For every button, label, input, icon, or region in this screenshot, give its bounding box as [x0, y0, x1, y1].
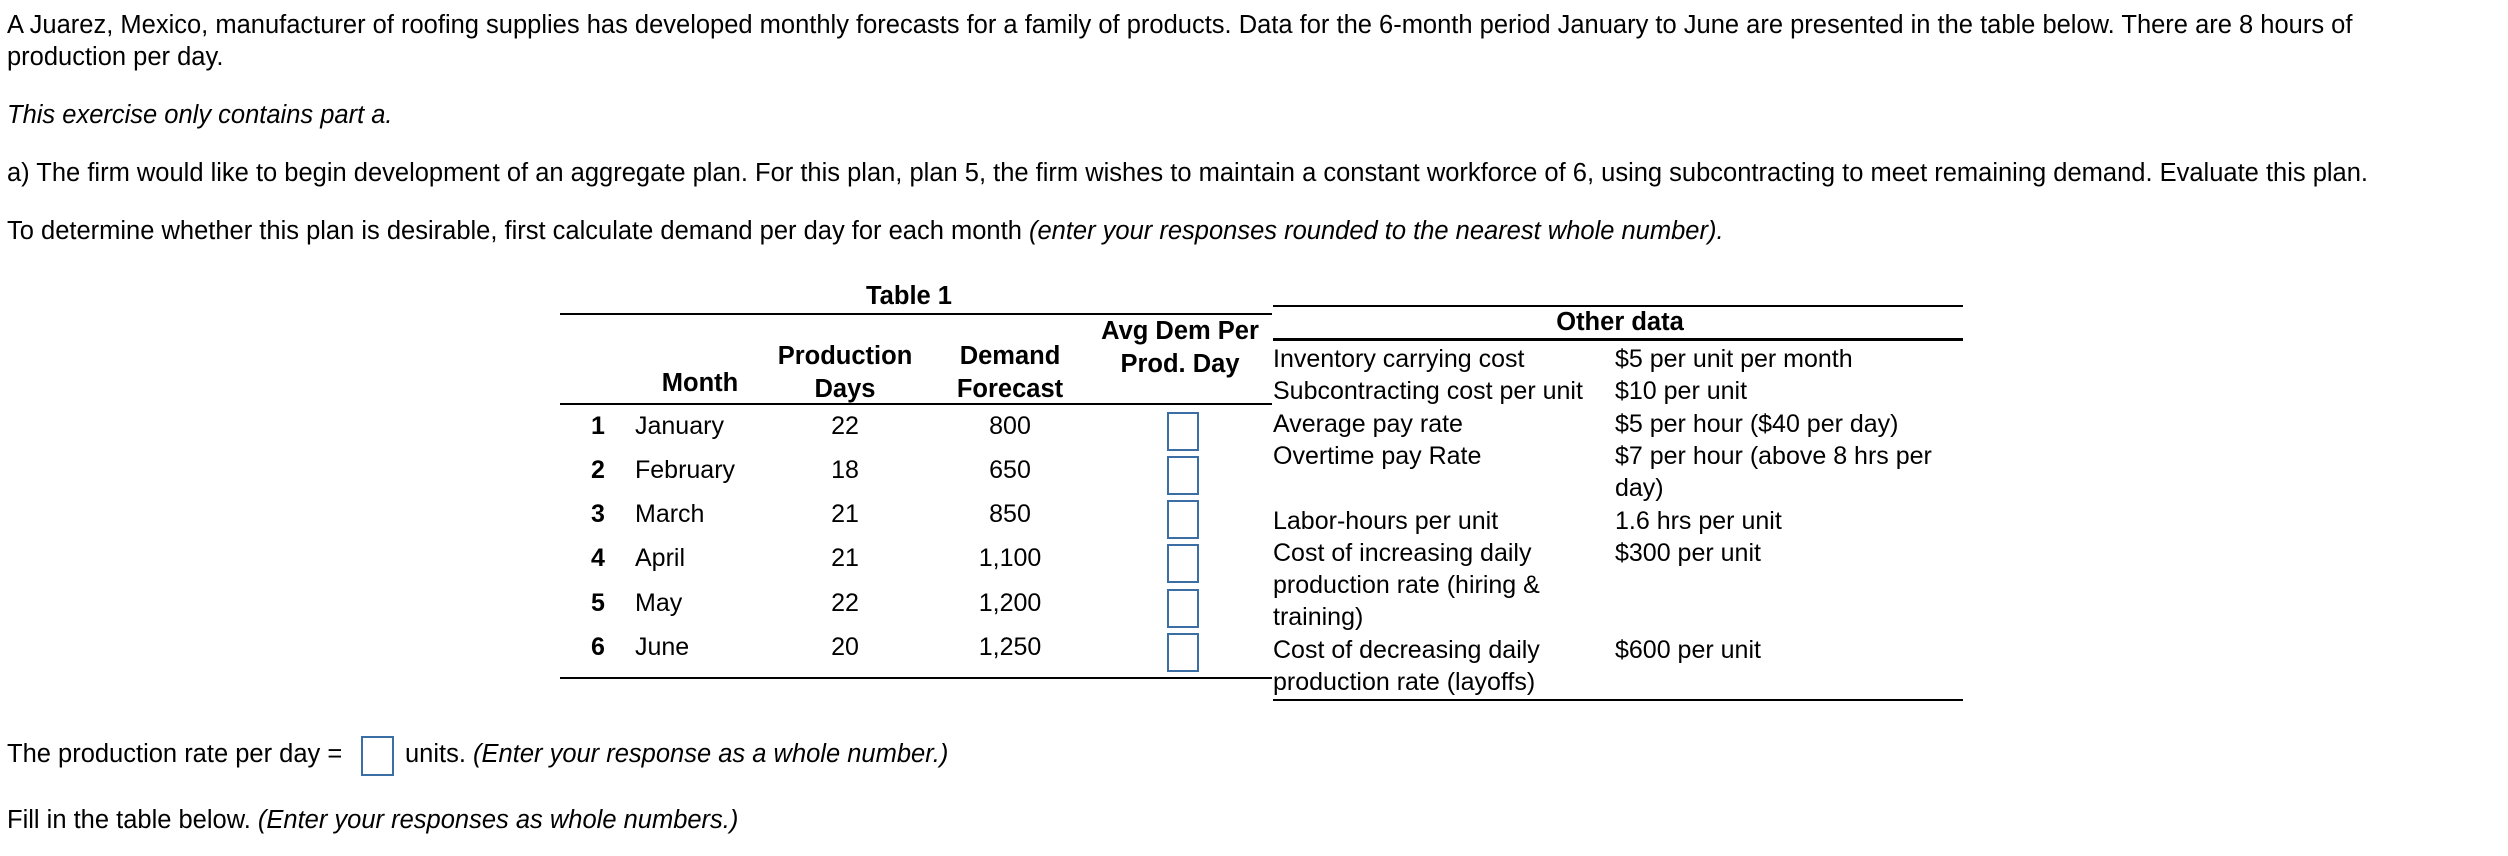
other-data-value: $5 per hour ($40 per day) [1615, 410, 1899, 438]
row-month: May [635, 589, 683, 617]
row-month: January [635, 412, 724, 440]
row-month: April [635, 544, 686, 572]
table-title: Table 1 [866, 282, 952, 310]
row-production-days: 21 [831, 544, 859, 572]
other-data-label: Cost of increasing daily production rate (hiring & training) [1273, 539, 1540, 631]
other-data-value: $5 per unit per month [1615, 345, 1853, 373]
production-rate-input[interactable] [361, 736, 394, 776]
instruction-main: To determine whether this plan is desirable, first calculate demand per day for each month [7, 217, 1022, 245]
equals-sign: = [327, 740, 343, 768]
other-data-label: Cost of decreasing daily production rate (layoffs) [1273, 636, 1540, 696]
instruction-note: (enter your responses rounded to the nearest whole number). [1028, 217, 1724, 245]
part-a-statement: a) The firm would like to begin development of an aggregate plan. For this plan, plan 5, the firm wishes to maintain a constant workforce of 6, using subcontracting to meet remaining demand. Evaluate this plan. [7, 159, 2369, 187]
other-data-value: $10 per unit [1615, 377, 1748, 405]
table-header-rule [560, 403, 1272, 405]
avg-demand-input-may[interactable] [1167, 589, 1199, 628]
avg-demand-input-april[interactable] [1167, 544, 1199, 583]
production-rate-note: (Enter your response as a whole number.) [473, 740, 949, 768]
row-number: 5 [591, 589, 605, 617]
row-demand-forecast: 800 [989, 412, 1031, 440]
row-demand-forecast: 1,250 [978, 633, 1042, 661]
header-avg-demand-line2: Prod. Day [1120, 350, 1240, 378]
fill-table-note: (Enter your responses as whole numbers.) [257, 806, 739, 834]
other-data-label: Labor-hours per unit [1273, 507, 1499, 535]
other-data-value: $600 per unit [1615, 636, 1761, 664]
header-demand-forecast-line1: Demand [959, 342, 1061, 370]
other-data-value: 1.6 hrs per unit [1615, 507, 1782, 535]
header-production-days-line2: Days [814, 375, 876, 403]
production-rate-text: The production rate per day [7, 740, 321, 768]
row-demand-forecast: 1,100 [978, 544, 1042, 572]
problem-statement: A Juarez, Mexico, manufacturer of roofing supplies has developed monthly forecasts for a family of products. Data for the 6-month period January to June are presented in the table below. There are 8 hours of production per day. [7, 11, 2353, 71]
header-month: Month [661, 369, 739, 397]
other-data-value: $300 per unit [1615, 539, 1761, 567]
row-production-days: 20 [831, 633, 859, 661]
header-production-days-line1: Production [777, 342, 913, 370]
header-demand-forecast-line2: Forecast [956, 375, 1064, 403]
row-production-days: 18 [831, 456, 859, 484]
header-avg-demand-line1: Avg Dem Per [1101, 317, 1259, 345]
units-text: units. [405, 740, 466, 768]
avg-demand-input-january[interactable] [1167, 412, 1199, 451]
other-data-label: Overtime pay Rate [1273, 442, 1482, 470]
other-data-title: Other data [1556, 308, 1684, 336]
table-bottom-rule [560, 677, 1272, 679]
row-number: 6 [591, 633, 605, 661]
other-data-label: Average pay rate [1273, 410, 1463, 438]
row-month: June [635, 633, 690, 661]
other-data-value: $7 per hour (above 8 hrs per day) [1615, 442, 1932, 502]
row-number: 3 [591, 500, 605, 528]
other-data-header-rule [1273, 338, 1963, 341]
other-data-label: Subcontracting cost per unit [1273, 377, 1583, 405]
row-number: 1 [591, 412, 605, 440]
avg-demand-input-march[interactable] [1167, 500, 1199, 539]
instruction [7, 215, 1724, 247]
row-production-days: 21 [831, 500, 859, 528]
other-data-bottom-rule [1273, 699, 1963, 701]
row-month: March [635, 500, 705, 528]
row-production-days: 22 [831, 589, 859, 617]
header-demand-forecast [935, 340, 1085, 406]
avg-demand-input-february[interactable] [1167, 456, 1199, 495]
row-demand-forecast: 1,200 [978, 589, 1042, 617]
row-month: February [635, 456, 736, 484]
row-production-days: 22 [831, 412, 859, 440]
production-rate-label [7, 738, 342, 770]
other-data-label: Inventory carrying cost [1273, 345, 1525, 373]
production-rate-units [405, 738, 948, 770]
fill-table-main: Fill in the table below. [7, 806, 251, 834]
row-demand-forecast: 650 [989, 456, 1031, 484]
part-note: This exercise only contains part a. [7, 101, 393, 129]
row-number: 4 [591, 544, 605, 572]
avg-demand-input-june[interactable] [1167, 633, 1199, 672]
row-number: 2 [591, 456, 605, 484]
header-production-days [760, 340, 930, 406]
row-demand-forecast: 850 [989, 500, 1031, 528]
header-avg-demand [1095, 315, 1265, 381]
fill-table-instruction [7, 804, 738, 836]
